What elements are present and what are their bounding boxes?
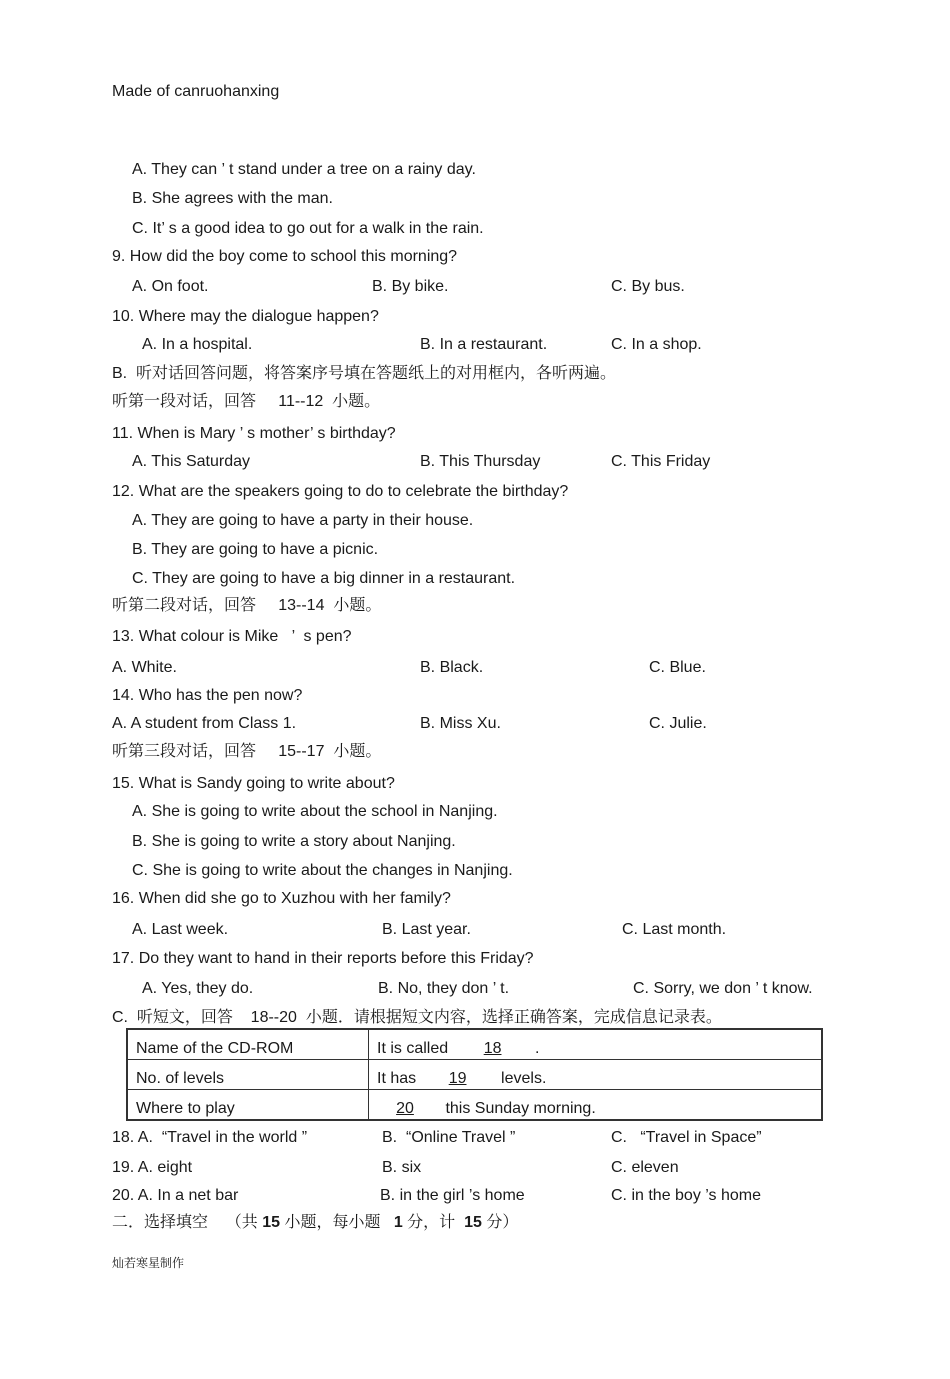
where-to-play-value bbox=[369, 1090, 823, 1121]
q17-option-b: B. No, they don ’ t. bbox=[378, 980, 510, 997]
heading-text: 小题，每小题 bbox=[280, 1214, 394, 1231]
cell-text: levels. bbox=[501, 1070, 547, 1087]
levels-value bbox=[369, 1060, 823, 1090]
dialog-2-heading: 听第二段对话，回答 13--14 小题。 bbox=[112, 597, 382, 614]
q12-option-b: B. They are going to have a picnic. bbox=[132, 541, 379, 558]
q13-option-b: B. Black. bbox=[420, 659, 484, 676]
cell-text: this Sunday morning. bbox=[445, 1100, 596, 1117]
q9-option-a: A. On foot. bbox=[132, 278, 209, 295]
q20-option-a: 20. A. In a net bar bbox=[112, 1187, 239, 1204]
cd-rom-name-label: Name of the CD-ROM bbox=[127, 1029, 369, 1060]
q8-option-b: B. She agrees with the man. bbox=[132, 190, 333, 207]
table-row bbox=[127, 1090, 822, 1121]
q20-option-b: B. in the girl ’s home bbox=[380, 1187, 525, 1204]
q19-option-b: B. six bbox=[382, 1159, 422, 1176]
q15-option-c: C. She is going to write about the changes in Nanjing. bbox=[132, 862, 513, 879]
cell-text: It has bbox=[377, 1070, 417, 1087]
q13-option-a: A. White. bbox=[112, 659, 177, 676]
q16-option-a: A. Last week. bbox=[132, 921, 229, 938]
table-row bbox=[127, 1029, 822, 1060]
blank-19: 19 bbox=[448, 1070, 467, 1087]
page-header: Made of canruohanxing bbox=[112, 83, 280, 100]
q19-option-c: C. eleven bbox=[611, 1159, 679, 1176]
dialog-1-heading: 听第一段对话，回答 11--12 小题。 bbox=[112, 393, 381, 410]
q16-option-c: C. Last month. bbox=[622, 921, 727, 938]
q12-question: 12. What are the speakers going to do to celebrate the birthday? bbox=[112, 483, 569, 500]
points-each: 1 bbox=[393, 1214, 403, 1231]
q20-option-c: C. in the boy ’s home bbox=[611, 1187, 762, 1204]
q13-option-c: C. Blue. bbox=[649, 659, 706, 676]
q19-option-a: 19. A. eight bbox=[112, 1159, 193, 1176]
q14-option-b: B. Miss Xu. bbox=[420, 715, 501, 732]
q17-option-a: A. Yes, they do. bbox=[142, 980, 254, 997]
table-row bbox=[127, 1060, 822, 1090]
blank-20: 20 bbox=[396, 1100, 414, 1117]
q16-option-b: B. Last year. bbox=[382, 921, 471, 938]
q18-option-c: C. “Travel in Space” bbox=[611, 1129, 762, 1146]
dialog-3-heading: 听第三段对话，回答 15--17 小题。 bbox=[112, 743, 382, 760]
q10-option-b: B. In a restaurant. bbox=[420, 336, 548, 353]
section-b-instruction: B. 听对话回答问题，将答案序号填在答题纸上的对用框内，各听两遍。 bbox=[112, 365, 617, 382]
q18-option-b: B. “Online Travel ” bbox=[382, 1129, 516, 1146]
q14-option-c: C. Julie. bbox=[649, 715, 707, 732]
q16-question: 16. When did she go to Xuzhou with her family? bbox=[112, 890, 451, 907]
section-c-instruction: C. 听短文，回答 18--20 小题．请根据短文内容，选择正确答案，完成信息记录表。 bbox=[112, 1009, 722, 1026]
q15-option-a: A. She is going to write about the school in Nanjing. bbox=[132, 803, 498, 820]
heading-text: 二．选择填空 （共 bbox=[112, 1214, 263, 1231]
q10-option-c: C. In a shop. bbox=[611, 336, 702, 353]
q9-option-c: C. By bus. bbox=[611, 278, 685, 295]
cell-text: It is called bbox=[377, 1040, 449, 1057]
q17-question: 17. Do they want to hand in their reports before this Friday? bbox=[112, 950, 534, 967]
levels-label: No. of levels bbox=[127, 1060, 369, 1090]
where-to-play-label: Where to play bbox=[127, 1090, 369, 1121]
page-footer: 灿若寒星制作 bbox=[112, 1256, 185, 1270]
q18-option-a: 18. A. “Travel in the world ” bbox=[112, 1129, 308, 1146]
q15-question: 15. What is Sandy going to write about? bbox=[112, 775, 395, 792]
q10-question: 10. Where may the dialogue happen? bbox=[112, 308, 379, 325]
q17-option-c: C. Sorry, we don ’ t know. bbox=[633, 980, 813, 997]
q11-option-a: A. This Saturday bbox=[132, 453, 250, 470]
q11-question: 11. When is Mary ’ s mother’ s birthday? bbox=[112, 425, 396, 442]
q11-option-c: C. This Friday bbox=[611, 453, 711, 470]
q9-question: 9. How did the boy come to school this morning? bbox=[112, 248, 458, 265]
info-record-table bbox=[126, 1028, 823, 1121]
heading-text: 分，计 bbox=[402, 1214, 465, 1231]
q12-option-c: C. They are going to have a big dinner in a restaurant. bbox=[132, 570, 516, 587]
q12-option-a: A. They are going to have a party in their house. bbox=[132, 512, 474, 529]
q15-option-b: B. She is going to write a story about Nanjing. bbox=[132, 833, 456, 850]
q9-option-b: B. By bike. bbox=[372, 278, 449, 295]
part-2-heading bbox=[112, 1213, 518, 1233]
q11-option-b: B. This Thursday bbox=[420, 453, 541, 470]
q8-option-c: C. It’ s a good idea to go out for a walk in the rain. bbox=[132, 220, 484, 237]
q8-option-a: A. They can ’ t stand under a tree on a rainy day. bbox=[132, 161, 476, 178]
heading-text: 分） bbox=[481, 1214, 519, 1231]
question-count: 15 bbox=[262, 1214, 281, 1231]
points-total: 15 bbox=[464, 1214, 482, 1231]
q14-question: 14. Who has the pen now? bbox=[112, 687, 303, 704]
cell-text: . bbox=[535, 1040, 540, 1057]
cd-rom-name-value bbox=[369, 1029, 823, 1060]
blank-18: 18 bbox=[483, 1040, 502, 1057]
q10-option-a: A. In a hospital. bbox=[142, 336, 253, 353]
q14-option-a: A. A student from Class 1. bbox=[112, 715, 297, 732]
q13-question: 13. What colour is Mike ’ s pen? bbox=[112, 628, 352, 645]
